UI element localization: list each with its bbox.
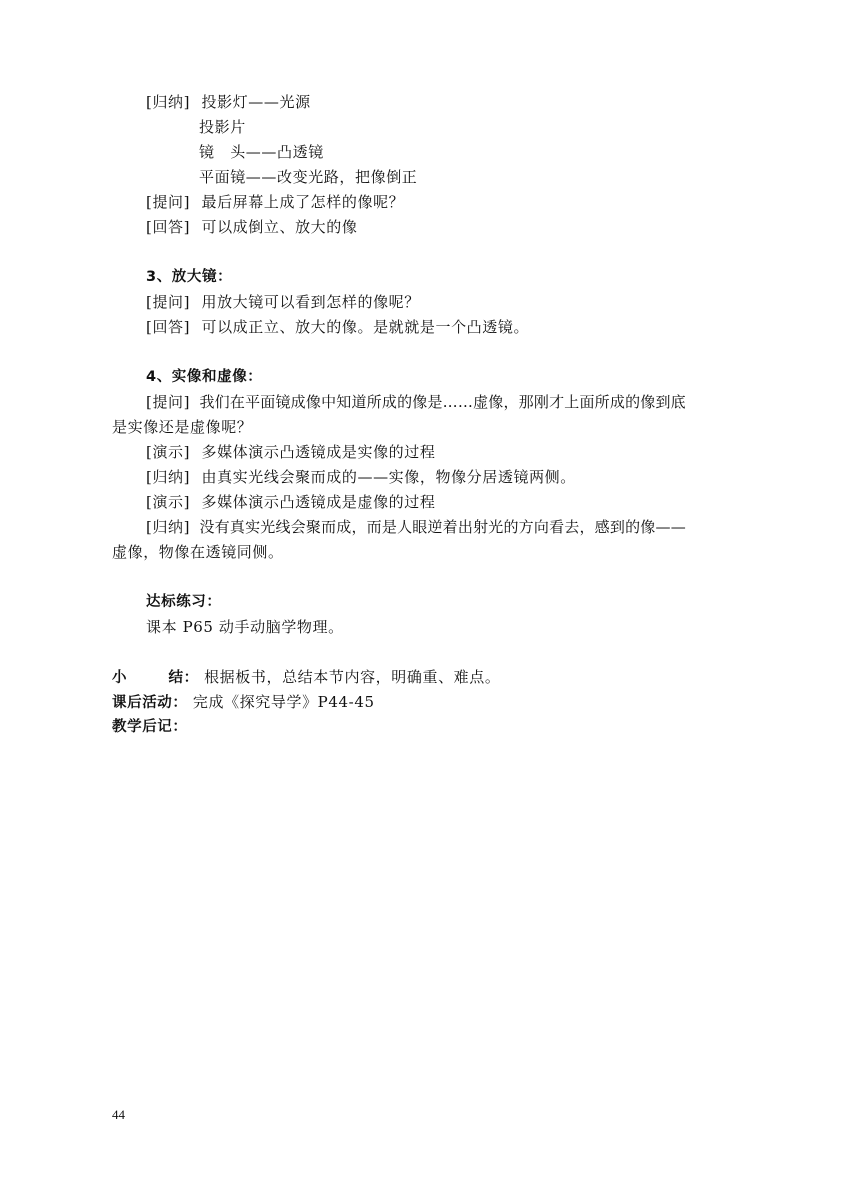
real-virtual-demo-2 — [146, 492, 436, 512]
real-virtual-question-line-2: 是实像还是虚像呢？ — [112, 418, 253, 436]
demo-tag: [演示] — [146, 493, 191, 511]
summary-tag: [归纳] — [146, 468, 191, 486]
question-text: 用放大镜可以看到怎样的像呢？ — [201, 293, 420, 311]
real-virtual-question-line-1 — [146, 392, 686, 412]
activity-text: 完成《探究导学》P44-45 — [192, 693, 375, 711]
magnifier-heading: 3、放大镜： — [146, 269, 233, 285]
summary-label-second: 结： — [168, 670, 199, 686]
projector-answer — [146, 217, 358, 237]
magnifier-answer — [146, 317, 529, 337]
answer-text: 可以成正立、放大的像。是就就是一个凸透镜。 — [201, 318, 530, 336]
answer-tag: [回答] — [146, 218, 191, 236]
activity-label: 课后活动： — [112, 695, 188, 711]
question-tag: [提问] — [146, 293, 191, 311]
demo-text: 多媒体演示凸透镜成是虚像的过程 — [201, 493, 436, 511]
summary-row — [112, 667, 500, 687]
summary-item-mirror: 平面镜——改变光路，把像倒正 — [199, 168, 418, 186]
real-virtual-summary-2-line-1 — [146, 517, 686, 537]
summary-text: 根据板书，总结本节内容，明确重、难点。 — [204, 668, 501, 686]
summary-item-slide: 投影片 — [199, 118, 246, 136]
practice-heading: 达标练习： — [146, 594, 222, 610]
practice-text: 课本 P65 动手动脑学物理。 — [146, 618, 344, 636]
projector-question — [146, 192, 404, 212]
summary-text: 没有真实光线会聚而成，而是人眼逆着出射光的方向看去，感到的像—— — [199, 518, 686, 536]
demo-tag: [演示] — [146, 443, 191, 461]
real-virtual-heading: 4、实像和虚像： — [146, 369, 263, 385]
projector-summary-line-3 — [199, 142, 324, 162]
question-tag: [提问] — [146, 393, 191, 411]
projector-summary-line-1 — [146, 92, 311, 112]
question-tag: [提问] — [146, 193, 191, 211]
summary-item-lens: 镜 头——凸透镜 — [199, 143, 324, 161]
summary-item-light-source: 投影灯——光源 — [201, 93, 311, 111]
question-text: 最后屏幕上成了怎样的像呢？ — [201, 193, 405, 211]
real-virtual-summary-1 — [146, 467, 576, 487]
magnifier-question — [146, 292, 420, 312]
teaching-notes-label: 教学后记： — [112, 719, 188, 735]
real-virtual-summary-2-line-2: 虚像，物像在透镜同侧。 — [112, 543, 284, 561]
activity-row — [112, 692, 375, 712]
answer-tag: [回答] — [146, 318, 191, 336]
question-text: 我们在平面镜成像中知道所成的像是……虚像，那刚才上面所成的像到底 — [199, 393, 686, 411]
page-number: 44 — [112, 1107, 125, 1122]
summary-tag: [归纳] — [146, 93, 191, 111]
projector-summary-line-2 — [199, 117, 246, 137]
projector-summary-line-4 — [199, 167, 417, 187]
summary-label-first: 小 — [112, 670, 128, 686]
summary-tag: [归纳] — [146, 518, 191, 536]
demo-text: 多媒体演示凸透镜成是实像的过程 — [201, 443, 436, 461]
answer-text: 可以成倒立、放大的像 — [201, 218, 358, 236]
real-virtual-demo-1 — [146, 442, 436, 462]
summary-text: 由真实光线会聚而成的——实像，物像分居透镜两侧。 — [201, 468, 576, 486]
